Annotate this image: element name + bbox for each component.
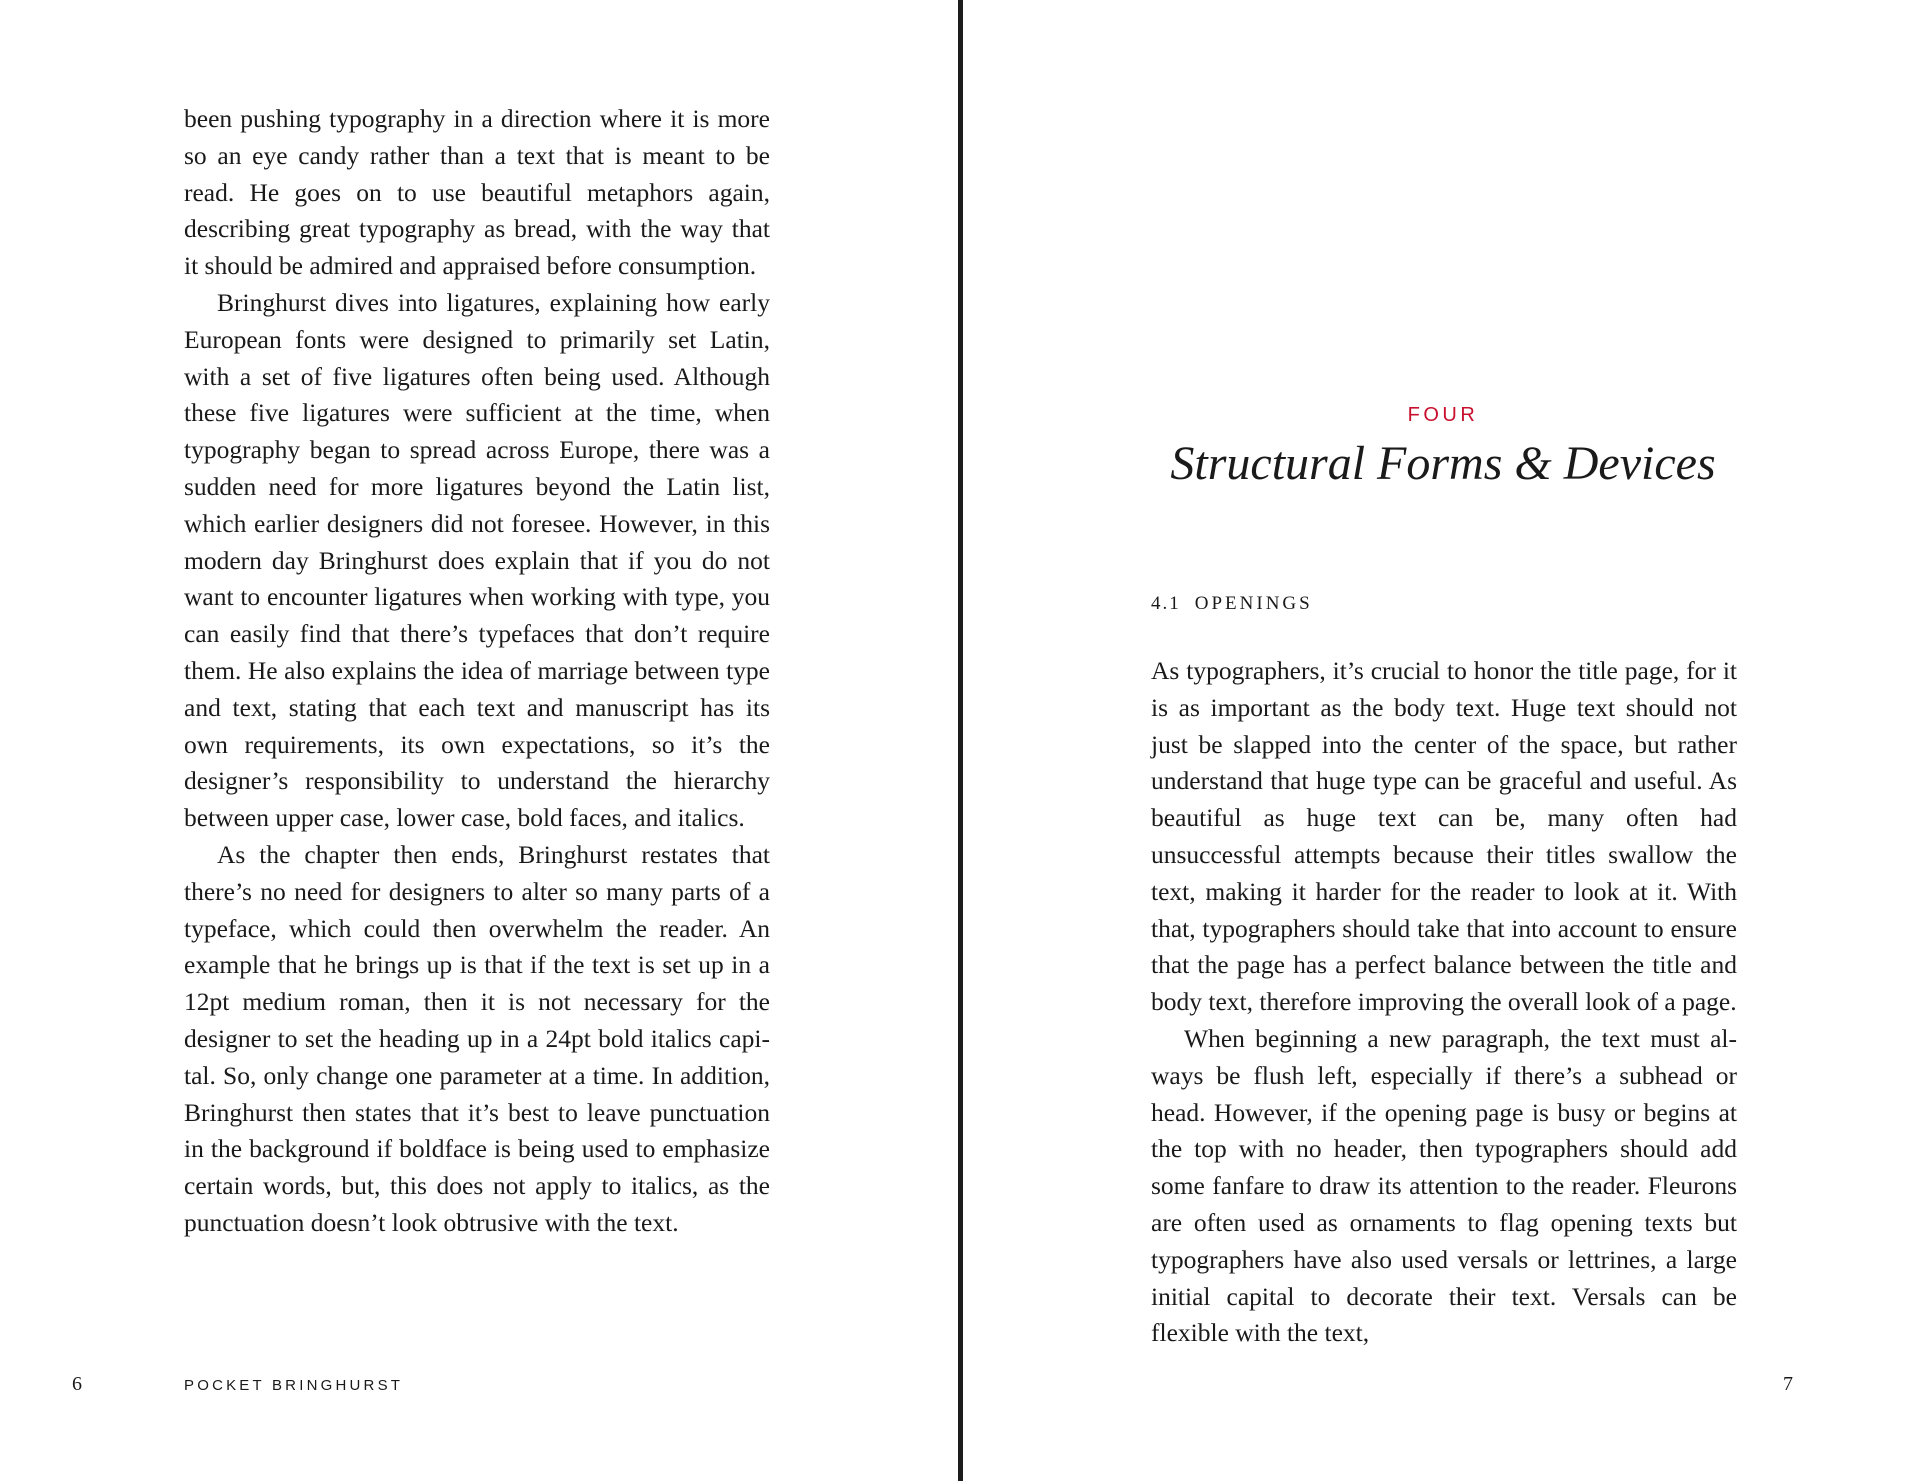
right-page-body [1151,653,1737,1352]
section-number: 4.1 [1151,593,1181,614]
chapter-title: Structural Forms & Devices [1170,437,1716,490]
right-page-number: 7 [1783,1373,1793,1395]
right-paragraph-1: As typographers, it’s crucial to honor the title page, for it is as important as the body text. Huge text should not just be slapped into the center of the space, but rather understand that huge type can be graceful and useful. As beautiful as huge text can be, many often had unsuccessful attempts because their titles swallow the text, making it harder for the reader to look at it. With that, typographers should take that into account to ensure that the page has a perfect balance between the title and body text, therefore improving the overall look of a page. [1151,656,1737,1017]
right-page [966,0,1920,1481]
left-paragraph-2: Bringhurst dives into ligatures, explaining how early European fonts were designed to primarily set Latin, with a set of five ligatures often being used. Although these five ligatures were sufficient at the time, when typography began to spread across Europe, there was a sudden need for more ligatures beyond the Latin list, which earlier designers did not foresee. However, in this modern day Bringhurst does explain that if you do not want to encounter ligatures when working with type, you can easily find that there’s typefaces that don’t require them. He also explains the idea of marriage between type and text, stating that each text and manuscript has its own requirements, its own expectations, so it’s the designer’s responsibility to understand the hierarchy between upper case, lower case, bold faces, and italics. [184,287,770,833]
left-page-body [184,101,770,1242]
left-page-number: 6 [72,1373,82,1395]
section-title: OPENINGS [1194,593,1313,614]
right-paragraph-2: When beginning a new paragraph, the text must always be flush left, especially if there’s a subhead or head. However, if the opening page is busy or begins at the top with no header, then typographers should add some fanfare to draw its attention to the reader. Fleurons are often used as ornaments to flag opening texts but typographers have also used versals or lettrines, a large initial capital to decorate their text. Versals can be flexible with the text, [1151,1023,1737,1348]
left-page [0,0,958,1481]
section-heading [1151,593,1313,615]
chapter-label: FOUR [1407,404,1479,426]
left-paragraph-3: As the chapter then ends, Bringhurst restates that there’s no need for designers to alter so many parts of a typeface, which could then overwhelm the reader. An example that he brings up is that if the text is set up in a 12pt medium roman, then it is not necessary for the designer to set the heading up in a 24pt bold italics capital. So, only change one parameter at a time. In addition, Bringhurst then states that it’s best to leave punctuation in the background if boldface is being used to emphasize certain words, but, this does not apply to italics, as the punctuation doesn’t look obtrusive with the text. [184,839,770,1237]
left-paragraph-1: been pushing typography in a direction where it is more so an eye candy rather than a text that is meant to be read. He goes on to use beautiful metaphors again, describing great typography as bread, with the way that it should be admired and appraised before consumption. [184,104,770,281]
spine-gutter [958,0,963,1481]
running-head: POCKET BRINGHURST [184,1377,404,1394]
